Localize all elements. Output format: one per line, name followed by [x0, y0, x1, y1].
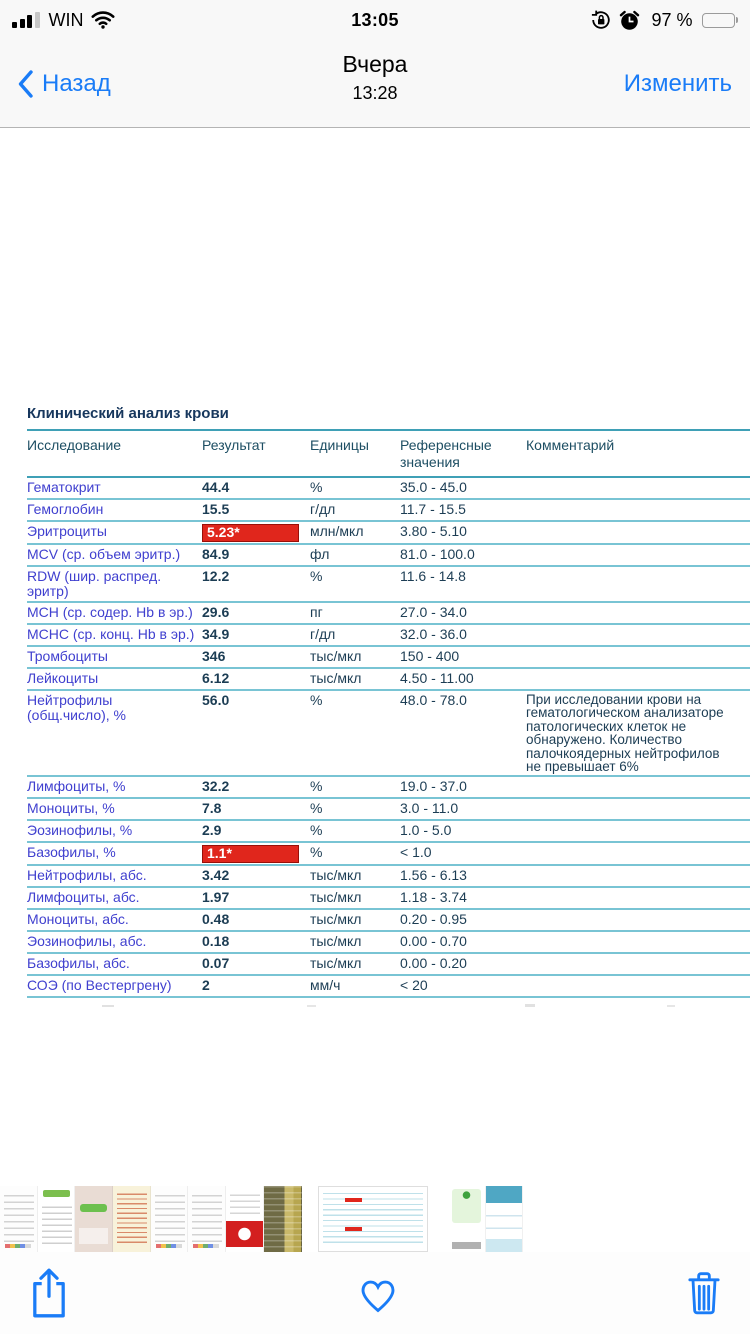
test-name: Эозинофилы, абс.	[27, 932, 147, 949]
test-name: Лимфоциты, абс.	[27, 888, 140, 905]
table-row	[27, 647, 750, 669]
result-cell	[202, 934, 310, 950]
photo-thumbnail[interactable]	[264, 1186, 302, 1252]
reference-range: 11.6 - 14.8	[400, 567, 466, 584]
thumbnail-group-left	[0, 1186, 302, 1252]
test-name: Моноциты, абс.	[27, 910, 129, 927]
reference-range: 32.0 - 36.0	[400, 625, 467, 642]
reference-range: 35.0 - 45.0	[400, 479, 467, 495]
navigation-bar	[0, 40, 750, 127]
report-title: Клинический анализ крови	[27, 405, 750, 431]
share-button[interactable]	[26, 1267, 72, 1319]
test-name: Базофилы, абс.	[27, 954, 130, 971]
test-name: Нейтрофилы (общ.число), %	[27, 691, 126, 723]
result-cell	[202, 569, 310, 585]
wifi-icon	[91, 11, 115, 29]
units-value: пг	[310, 603, 323, 620]
result-value: 0.18	[202, 932, 230, 949]
units-value: тыс/мкл	[310, 647, 362, 664]
units-value: млн/мкл	[310, 523, 364, 539]
result-cell	[202, 978, 310, 994]
result-value: 29.6	[202, 603, 230, 620]
result-value: 6.12	[202, 669, 230, 686]
result-cell	[202, 524, 310, 542]
result-cell	[202, 912, 310, 928]
photo-thumbnail[interactable]	[188, 1186, 226, 1252]
result-value: 44.4	[202, 479, 230, 495]
table-row	[27, 567, 750, 603]
table-row	[27, 691, 750, 778]
units-value: %	[310, 691, 323, 708]
result-cell	[202, 845, 310, 863]
result-cell	[202, 693, 310, 709]
status-time: 13:05	[351, 9, 399, 30]
reference-range: 81.0 - 100.0	[400, 545, 475, 562]
photo-time-label: 13:28	[352, 83, 398, 103]
units-value: тыс/мкл	[310, 866, 362, 883]
table-row	[27, 910, 750, 932]
table-row	[27, 545, 750, 567]
favorite-button[interactable]	[356, 1273, 400, 1313]
orientation-lock-icon	[590, 9, 612, 31]
result-value: 3.42	[202, 866, 230, 883]
reference-range: 1.18 - 3.74	[400, 888, 467, 905]
result-value: 1.97	[202, 888, 230, 905]
battery-percent-label: 97 %	[651, 9, 693, 30]
reference-range: 1.0 - 5.0	[400, 822, 452, 839]
units-value: тыс/мкл	[310, 888, 362, 905]
result-cell	[202, 480, 310, 496]
test-name: СОЭ (по Вестергрену)	[27, 976, 172, 993]
units-value: тыс/мкл	[310, 669, 362, 686]
units-value: %	[310, 844, 323, 861]
reference-range: 3.0 - 11.0	[400, 800, 459, 817]
test-name: Гемоглобин	[27, 501, 104, 517]
table-row	[27, 932, 750, 954]
photo-thumbnail[interactable]	[448, 1186, 486, 1252]
back-button[interactable]	[18, 70, 111, 98]
carrier-label: WIN	[48, 9, 84, 30]
result-value: 12.2	[202, 567, 230, 584]
result-value: 7.8	[202, 800, 222, 817]
photo-thumbnail[interactable]	[113, 1186, 151, 1252]
column-header-reference: Референсные значения	[400, 437, 492, 470]
current-photo-thumbnail[interactable]	[318, 1186, 428, 1252]
top-chrome	[0, 0, 750, 128]
column-header-units: Единицы	[310, 437, 369, 453]
table-row	[27, 888, 750, 910]
result-cell	[202, 627, 310, 643]
back-button-label: Назад	[42, 69, 111, 97]
table-row	[27, 866, 750, 888]
reference-range: 3.80 - 5.10	[400, 523, 467, 539]
table-row	[27, 799, 750, 821]
result-cell	[202, 890, 310, 906]
cell-signal-icon	[12, 12, 40, 28]
units-value: г/дл	[310, 501, 336, 517]
result-value: 15.5	[202, 501, 230, 517]
reference-range: 0.20 - 0.95	[400, 910, 467, 927]
edit-button[interactable]: Изменить	[623, 69, 732, 97]
trash-icon	[684, 1270, 724, 1316]
result-cell	[202, 823, 310, 839]
result-cell	[202, 801, 310, 817]
result-value: 0.48	[202, 910, 230, 927]
column-header-comment: Комментарий	[526, 437, 615, 453]
units-value: %	[310, 479, 323, 495]
result-value: 34.9	[202, 625, 230, 642]
result-cell	[202, 605, 310, 621]
units-value: мм/ч	[310, 976, 341, 993]
table-row	[27, 500, 750, 522]
test-name: Тромбоциты	[27, 647, 108, 664]
photo-title	[343, 49, 408, 105]
photo-thumbnail[interactable]	[38, 1186, 76, 1252]
result-value: 2.9	[202, 822, 222, 839]
battery-icon	[702, 13, 739, 28]
table-row	[27, 954, 750, 976]
result-cell	[202, 868, 310, 884]
reference-range: 0.00 - 0.70	[400, 932, 467, 949]
units-value: г/дл	[310, 625, 336, 642]
photo-date-label: Вчера	[342, 51, 408, 77]
photo-thumbnail[interactable]	[486, 1186, 524, 1252]
heart-icon	[356, 1273, 400, 1313]
result-value: 56.0	[202, 691, 230, 708]
bottom-toolbar	[0, 1252, 750, 1334]
test-name: MCV (ср. объем эритр.)	[27, 545, 181, 562]
test-name: Базофилы, %	[27, 844, 116, 861]
result-value: 5.23*	[202, 524, 299, 542]
units-value: фл	[310, 545, 330, 562]
reference-range: < 1.0	[400, 844, 432, 861]
column-header-result: Результат	[202, 437, 266, 453]
table-row	[27, 777, 750, 799]
photo-thumbnail[interactable]	[226, 1186, 264, 1252]
units-value: %	[310, 567, 323, 584]
table-row	[27, 821, 750, 843]
chevron-left-icon	[18, 70, 33, 98]
result-value: 1.1*	[202, 845, 299, 863]
report-table-body	[27, 478, 750, 998]
photo-thumbnail[interactable]	[0, 1186, 38, 1252]
units-value: %	[310, 778, 323, 795]
table-row	[27, 843, 750, 866]
thumbnail-group-right	[448, 1186, 523, 1252]
test-name: MCH (ср. содер. Hb в эр.)	[27, 603, 193, 620]
photo-thumbnail[interactable]	[151, 1186, 189, 1252]
result-cell	[202, 671, 310, 687]
comment-text: При исследовании крови на гематологическом анализаторе патологических клеток не обнаружено. Количество палочкоядерных нейтрофилов не превышает 6%	[526, 691, 724, 775]
units-value: %	[310, 822, 323, 839]
column-header-test: Исследование	[27, 437, 122, 453]
table-row	[27, 478, 750, 500]
table-row	[27, 669, 750, 691]
units-value: %	[310, 800, 323, 817]
test-name: Эритроциты	[27, 523, 107, 539]
units-value: тыс/мкл	[310, 932, 362, 949]
test-name: Лимфоциты, %	[27, 778, 126, 795]
thumbnail-group-current	[318, 1186, 428, 1252]
result-value: 2	[202, 976, 210, 993]
alarm-icon	[619, 10, 640, 31]
result-value: 32.2	[202, 778, 230, 795]
photo-view[interactable]	[0, 128, 750, 1183]
test-name: Эозинофилы, %	[27, 822, 133, 839]
reference-range: < 20	[400, 976, 428, 993]
units-value: тыс/мкл	[310, 910, 362, 927]
result-value: 346	[202, 647, 226, 664]
table-row	[27, 522, 750, 545]
table-row	[27, 625, 750, 647]
reference-range: 11.7 - 15.5	[400, 501, 466, 517]
test-name: Лейкоциты	[27, 669, 99, 686]
thumbnail-strip[interactable]	[0, 1186, 750, 1252]
test-name: Гематокрит	[27, 479, 101, 495]
reference-range: 4.50 - 11.00	[400, 669, 474, 686]
test-name: MCHC (ср. конц. Hb в эр.)	[27, 625, 195, 642]
reference-range: 19.0 - 37.0	[400, 778, 467, 795]
units-value: тыс/мкл	[310, 954, 362, 971]
result-cell	[202, 502, 310, 518]
result-cell	[202, 956, 310, 972]
reference-range: 1.56 - 6.13	[400, 866, 467, 883]
cut-off-text-artifact	[27, 1002, 750, 1012]
status-bar	[0, 0, 750, 40]
blood-test-report	[27, 405, 750, 1012]
photo-thumbnail[interactable]	[75, 1186, 113, 1252]
result-value: 84.9	[202, 545, 230, 562]
delete-button[interactable]	[684, 1270, 724, 1316]
result-cell	[202, 649, 310, 665]
report-table-header	[27, 431, 750, 478]
result-value: 0.07	[202, 954, 230, 971]
table-row	[27, 603, 750, 625]
test-name: RDW (шир. распред. эритр)	[27, 567, 162, 599]
test-name: Нейтрофилы, абс.	[27, 866, 147, 883]
reference-range: 27.0 - 34.0	[400, 603, 467, 620]
reference-range: 48.0 - 78.0	[400, 691, 467, 708]
reference-range: 150 - 400	[400, 647, 460, 664]
share-icon	[26, 1267, 72, 1319]
test-name: Моноциты, %	[27, 800, 115, 817]
result-cell	[202, 779, 310, 795]
result-cell	[202, 547, 310, 563]
table-row	[27, 976, 750, 998]
reference-range: 0.00 - 0.20	[400, 954, 467, 971]
